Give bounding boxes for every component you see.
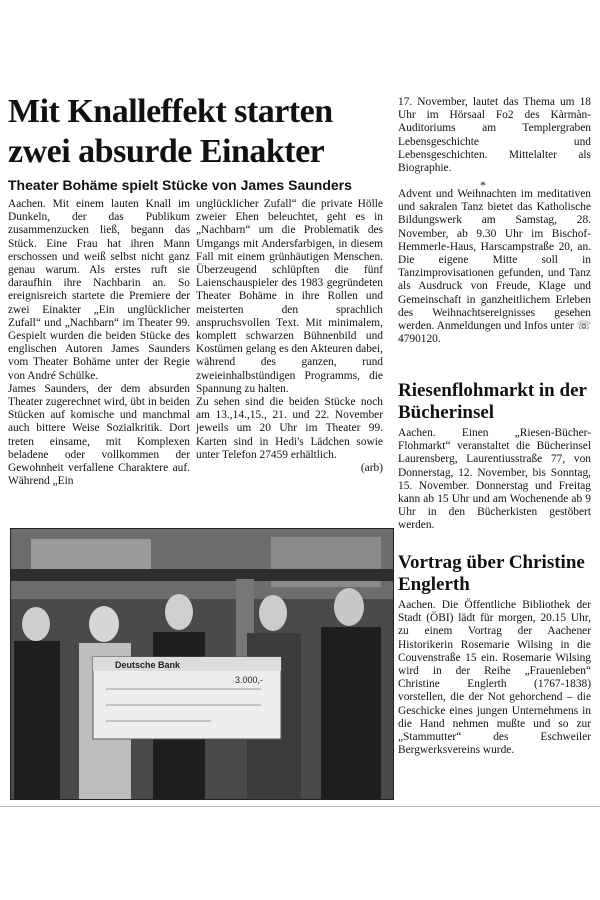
flohmarkt-text: Aachen. Einen „Riesen-Bücher-Flohmarkt“ veranstaltet die Bücherinsel Laurensberg, Laurentiusstraße 77, von Donnerstag, 12. November, bis Sonntag, 15. November. Donnerstag und Freitag kann ab 15 Uhr und am Wochenende ab 9 Uhr in den Bücherkisten gestöbert werden. [398,427,591,532]
article-subheadline: Theater Bohäme spielt Stücke von James Saunders [8,177,352,193]
page-bottom-rule [0,806,600,807]
vortrag-text: Aachen. Die Öffentliche Bibliothek der Stadt (ÖBI) lädt für morgen, 20.15 Uhr, zu einem Vortrag der Aachener Historikerin Rosemarie Wilsing in die Couvenstraße 15 ein. Rosemarie Wilsing wird in der Reihe „Frauenleben“ Christine Englerth (1767-1838) vorstellen, die der Not gehorchend – die Geschicke eines jungen Unternehmens in die Hand nehmen mußte und so zur „Stammutter“ des Eschweiler Bergwerksvereins wurde. [398,599,591,757]
press-photo-scene [11,529,393,799]
notice-advent-dance: Advent und Weihnachten im meditativen und sakralen Tanz bietet das Katholische Bildungswerk am Samstag, 28. November, ab 9.30 Uhr im Bischof-Hemmerle-Haus, Harscampstraße 20, an. Die eigene Mitte soll in Tanzimprovisationen gefunden, und Tanz als Ausdruck von Freude, Klage und Gemeinschaft in ganzheitlichem Erleben des Weihnachtsereignisses gesehen werden. Anmeldungen und Infos unter ☏ 4790120. [398,188,591,346]
article-headline: Mit Knalleffekt starten zwei absurde Einakter [8,93,333,170]
article-paragraph: James Saunders, der dem absurden Theater zugerechnet wird, übt in beiden Stücken auf komische und manchmal auch bittere Weise Sozialkritik. Dort treten einsame, mit Komplexen beladene oder vollkommen der Gewohnheit verfallene Charaktere auf. Während „Ein [8,382,190,488]
check-amount: 3.000,- [235,675,264,685]
article-column-1 [8,198,190,488]
check-bank-name: Deutsche Bank [115,660,181,670]
article-paragraph: unglücklicher Zufall“ die private Hölle zweier Ehen beleuchtet, geht es in „Nachbarn“ um die Problematik des Umgangs mit Andersfarbigen, in diesem Fall mit einem grünhäutigen Menschen. Überzeugend schlüpften die fünf Laienschauspieler des 1983 gegründeten Theater Bohäme in ihre Rollen und meisterten den sprachlich anspruchsvollen Text. Mit minimalem, komplett schwarzen Bühnenbild und Kostümen gelang es den Akteuren dabei, während des ganzen, rund zweieinhalbstündigen Programms, die Spannung zu halten. [196,198,383,395]
vortrag-headline: Vortrag über Christine Englerth [398,552,585,595]
section-divider: * [480,178,486,192]
article-paragraph: Zu sehen sind die beiden Stücke noch am 13.,14.,15., 21. und 22. November jeweils um 20 Uhr im Theater 99. Karten sind in Hedi's Lädchen sowie unter Telefon 27459 erhältlich. [196,396,383,461]
notice-lecture: 17. November, lautet das Thema um 18 Uhr im Hörsaal Fo2 des Kàrmàn-Auditoriums am Templergraben Lebensgeschichte und Lebensgeschichten. Mittelalter als Biographie. [398,96,591,175]
article-column-2 [196,198,383,475]
article-paragraph: Aachen. Mit einem lauten Knall im Dunkeln, der das Publikum zusammenzucken ließ, begann das Stück. Eine Frau hat ihren Mann erschossen und weiß selbst nicht ganz genau warum. Als erstes ruft sie daraufhin ihre Nachbarin an. So ereignisreich startete die Premiere der zwei Einakter „Ein unglücklicher Zufall“ und „Nachbarn“ im Theater 99. Gespielt wurden die beiden Stücke des englischen Autoren James Saunders vom Theater Bohäme unter der Regie von André Schülke. [8,198,190,382]
press-photo [10,528,394,800]
flohmarkt-headline: Riesenflohmarkt in der Bücherinsel [398,380,587,423]
author-tag: (arb) [360,462,383,475]
